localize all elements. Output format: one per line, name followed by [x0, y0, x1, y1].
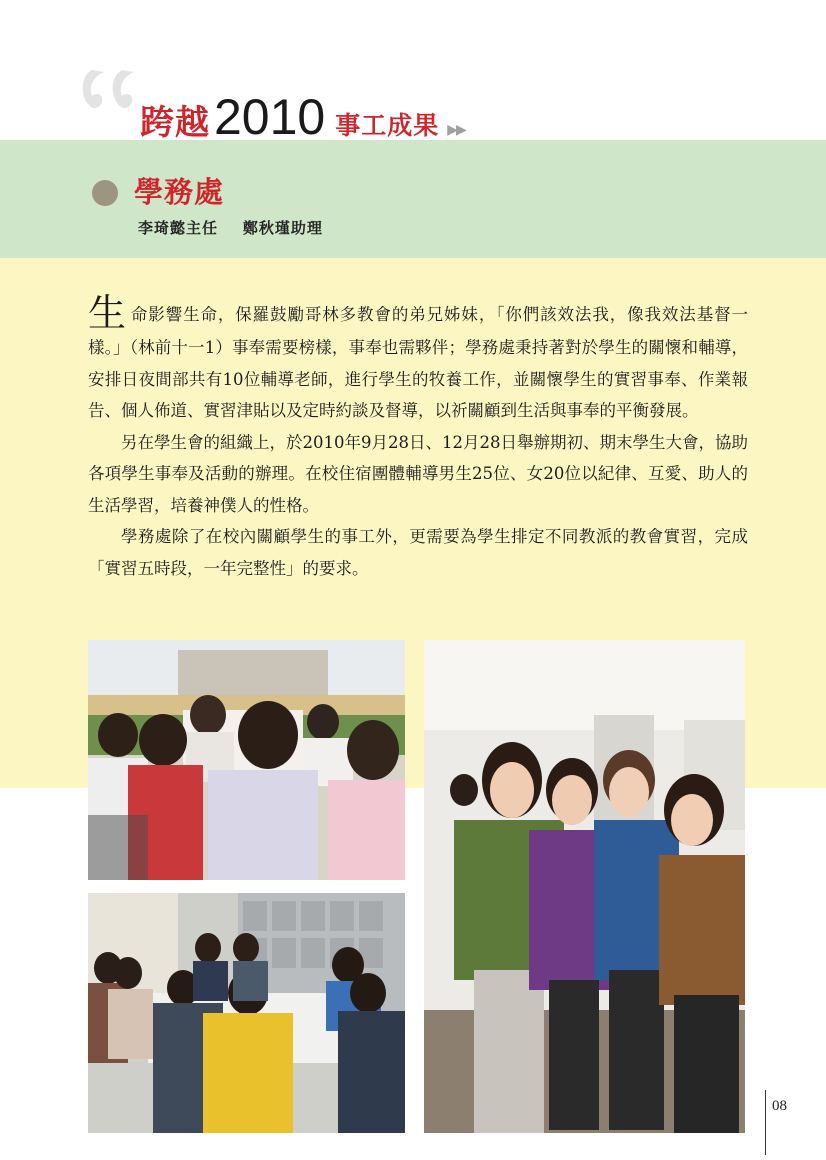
drop-cap: 生: [88, 291, 127, 335]
title-main: 跨越: [140, 103, 210, 143]
paragraph-2: 另在學生會的組織上，於2010年9月28日、12月28日舉辦期初、期末學生大會，協助各項學生事奉及活動的辦理。在校住宿團體輔導男生25位、女20位以紀律、互愛、助人的生活學習，培養神僕人的性格。: [88, 432, 748, 515]
photo-meeting-indoor: [88, 893, 405, 1133]
title-year: 2010: [214, 89, 326, 145]
page-number: 08: [772, 1098, 787, 1114]
staff-names: 李琦懿主任 鄭秋瑾助理: [138, 219, 323, 237]
double-arrow-icon: ▶▶: [447, 122, 465, 138]
paragraph-1: [88, 291, 748, 427]
paragraph-1-text: 命影響生命，保羅鼓勵哥林多教會的弟兄姊妹，「你們該效法我，像我效法基督一樣。」（林前十一1）事奉需要榜樣，事奉也需夥伴；學務處秉持著對於學生的關懷和輔導，安排日夜間部共有10位輔導老師，進行學生的牧養工作，並關懷學生的實習事奉、作業報告、個人佈道、實習津貼以及定時約談及督導，以祈關顧到生活與事奉的平衡發展。: [88, 305, 748, 420]
green-header-band: [0, 140, 826, 258]
page-title: [140, 88, 465, 144]
bullet-dot-icon: [92, 180, 118, 206]
article-body: [88, 291, 748, 584]
title-sub: 事工成果: [335, 111, 440, 140]
paragraph-3: 學務處除了在校內關顧學生的事工外，更需要為學生排定不同教派的教會實習，完成「實習五時段，一年完整性」的要求。: [88, 527, 748, 578]
section-heading: 學務處: [134, 175, 225, 209]
page-number-rule: [765, 1090, 766, 1155]
photo-meeting-outdoor: [88, 640, 405, 880]
photo-group-portrait: [424, 640, 745, 1133]
